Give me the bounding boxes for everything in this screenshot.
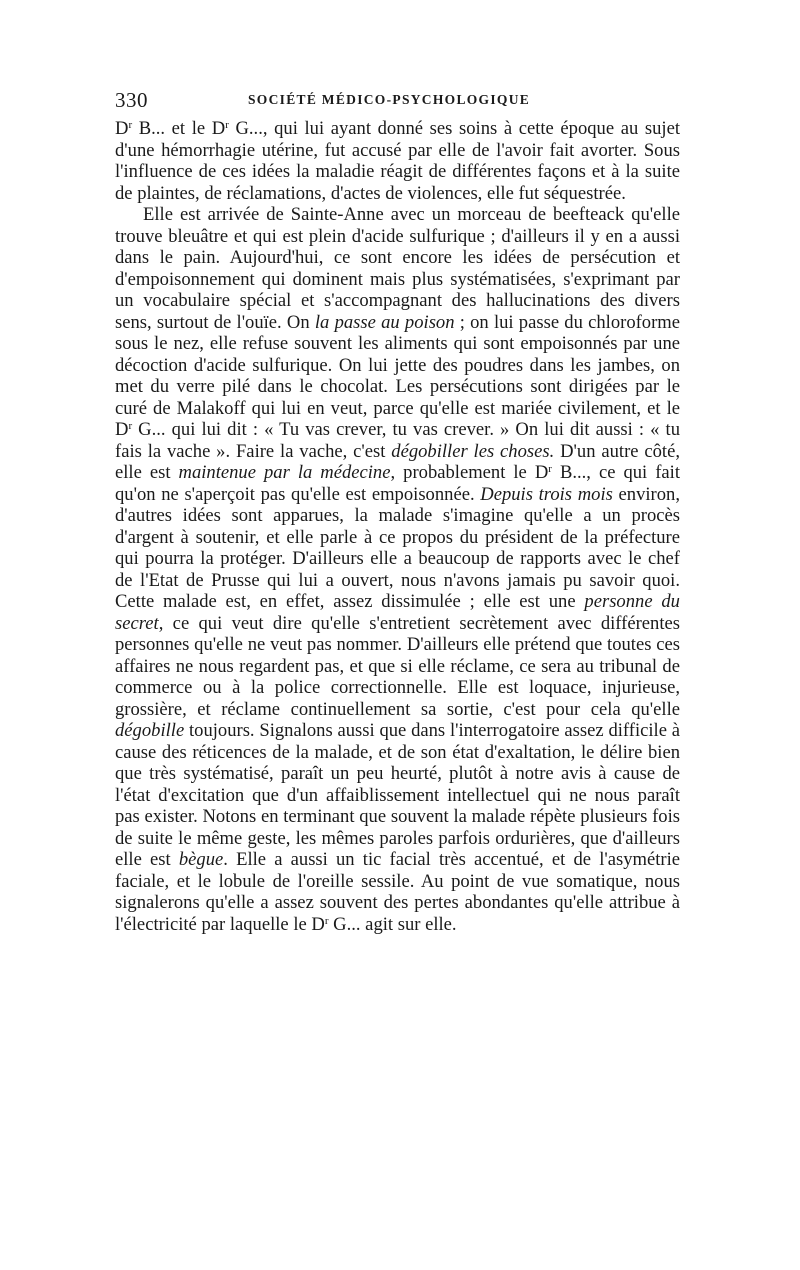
superscript: r (128, 119, 133, 131)
book-page (115, 88, 680, 935)
text-run: B... et le D (132, 118, 226, 139)
superscript: r (548, 463, 552, 475)
superscript: r (128, 420, 133, 432)
italic-phrase: dégobiller les choses. (391, 440, 555, 462)
text-run: G... agit sur elle. (328, 913, 457, 935)
superscript: r (324, 914, 329, 927)
text-run: toujours. Signalons aussi que dans l'interrogatoire assez difficile à cause des réticences de la malade, et de son état d'exaltation, le délire bien que très systématisé, paraît un peu heurté, plutôt à notre avis à cause de l'état d'excitation que d'un affaiblissement intellectuel qui ne nous paraît pas exister. Notons en terminant que souvent la malade répète plusieurs fois de suite le même geste, les mêmes paroles parfois ordurières, que d'ailleurs elle est (115, 720, 680, 870)
paragraph-1 (115, 118, 680, 204)
page-header (115, 88, 680, 118)
text-run: B..., ce qui fait qu'on ne s'aperçoit pas qu'elle est empoisonnée. (115, 462, 681, 505)
text-run: G..., qui lui ayant donné ses soins à cette époque au sujet d'une hémorrhagie utérine, fut accusé par elle de l'avoir fait avorter. Sous l'influence de ces idées la maladie réagit de différentes façons et à la suite de plaintes, de réclamations, d'actes de violences, elle fut séquestrée. (115, 118, 680, 204)
text-run: environ, d'autres idées sont apparues, la malade s'imagine qu'elle a un procès d'argent à soutenir, et elle parle à ce propos du président de la préfecture qui pourra la protéger. D'ailleurs elle a beaucoup de rapports avec le chef de l'Etat de Prusse qui lui a ouvert, nous n'avons jamais pu savoir quoi. Cette malade est, en effet, assez dissimulée ; elle est une (115, 483, 680, 612)
superscript: r (225, 119, 229, 131)
italic-phrase: maintenue par la médecine (178, 462, 391, 483)
italic-phrase: dégobille (115, 720, 185, 741)
text-run: D (115, 118, 129, 139)
paragraph-2 (115, 204, 680, 935)
text-run: Elle est arrivée de Sainte-Anne avec un morceau de beefteack qu'elle trouve bleuâtre et qui est plein d'acide sulfurique ; d'ailleurs il y en a aussi dans le pain. Aujourd'hui, ce sont encore les idées de persécution et d'empoisonnement qui dominent mais plus systématisées, s'exprimant par un vocabulaire spécial et s'accompagnant des hallucinations des divers sens, surtout de l'ouïe. On (115, 204, 680, 333)
text-run: . Elle a aussi un tic facial très accentué, et de l'asymétrie faciale, et le lobule de l'oreille sessile. Au point de vue somatique, nous signalerons qu'elle a assez souvent des pertes abondantes qu'elle attribue à l'électricité par laquelle le D (115, 849, 681, 935)
body-text (115, 118, 680, 935)
page-number: 330 (115, 88, 148, 112)
text-run: G... qui lui dit : « Tu vas crever, tu vas crever. » On lui dit aussi : « tu fais la vache ». Faire la vache, c'est (115, 419, 680, 462)
text-run: , probablement le D (390, 462, 549, 483)
italic-phrase: Depuis trois mois (480, 483, 613, 505)
italic-phrase: bègue (178, 849, 224, 870)
italic-phrase: personne du secret (115, 591, 680, 634)
text-run: ; on lui passe du chloroforme sous le nez, elle refuse souvent les aliments qui sont empoisonnés par une décoction d'acide sulfurique. On lui jette des poudres dans les jambes, on met du verre pilé dans le chocolat. Les persécutions sont dirigées par le curé de Malakoff qui lui en veut, parce qu'elle est mariée civilement, et le D (115, 311, 681, 440)
italic-phrase: la passe au poison (314, 311, 455, 333)
running-head: SOCIÉTÉ MÉDICO-PSYCHOLOGIQUE (248, 92, 531, 107)
text-run: D'un autre côté, elle est (115, 440, 680, 483)
text-run: , ce qui veut dire qu'elle s'entretient secrètement avec différentes personnes qu'elle ne veut pas nommer. D'ailleurs elle prétend que toutes ces affaires ne nous regardent pas, et que si elle réclame, ce sera au tribunal de commerce ou à la police correctionnelle. Elle est loquace, injurieuse, grossière, et réclame continuellement sa sortie, c'est pour cela qu'elle (115, 612, 680, 720)
